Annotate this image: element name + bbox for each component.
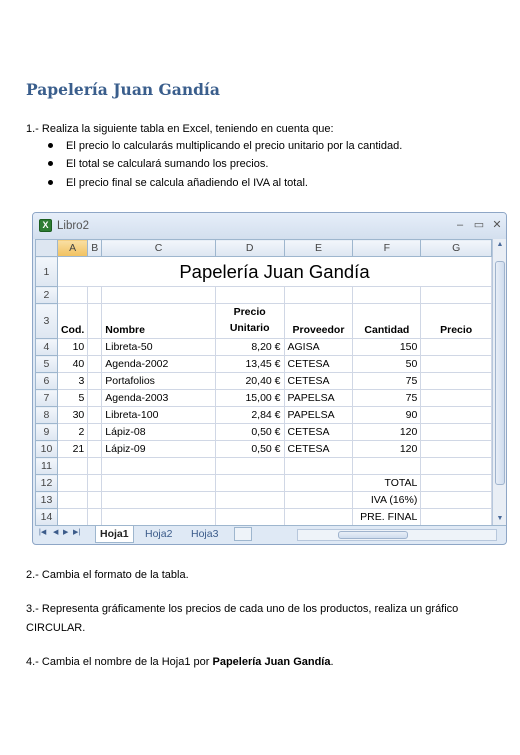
column-header[interactable]: F (353, 240, 421, 257)
window-titlebar[interactable] (33, 213, 506, 239)
excel-window (32, 212, 507, 545)
cell[interactable] (57, 458, 87, 475)
row-header[interactable]: 1 (36, 257, 58, 287)
last-sheet-icon[interactable]: ▶| (73, 529, 81, 536)
row-header[interactable]: 2 (36, 287, 58, 304)
cell[interactable] (284, 492, 353, 509)
cell[interactable] (88, 458, 102, 475)
next-sheet-icon[interactable]: ▶ (63, 529, 69, 536)
row-header[interactable]: 14 (36, 509, 58, 526)
cell-total-value[interactable] (421, 475, 492, 492)
task-4-end: . (330, 656, 334, 668)
cell-nombre[interactable]: Lápiz-09 (102, 441, 215, 458)
row-header[interactable]: 7 (36, 390, 58, 407)
tab-hoja1[interactable]: Hoja1 (95, 526, 134, 543)
cell-nombre[interactable]: Agenda-2002 (102, 356, 215, 373)
document-title: Papelería Juan Gandía (26, 80, 220, 99)
minimize-icon[interactable]: ‒ (456, 219, 464, 231)
cell[interactable] (284, 287, 353, 304)
cell-cod[interactable]: 5 (57, 390, 87, 407)
row-header[interactable]: 4 (36, 339, 58, 356)
cell-precio-unitario[interactable]: 2,84 € (215, 407, 284, 424)
header-precio-unitario[interactable] (215, 304, 284, 339)
scroll-thumb[interactable] (495, 261, 505, 485)
cell[interactable] (284, 475, 353, 492)
row-header[interactable]: 6 (36, 373, 58, 390)
cell-cantidad[interactable]: 75 (353, 390, 421, 407)
cell[interactable] (88, 287, 102, 304)
column-header[interactable]: A (57, 240, 87, 257)
cell-precio-unitario[interactable]: 13,45 € (215, 356, 284, 373)
cell[interactable] (353, 287, 421, 304)
sheet-title-cell[interactable]: Papelería Juan Gandía (57, 257, 491, 287)
first-sheet-icon[interactable]: |◀ (39, 529, 47, 536)
cell-proveedor[interactable]: PAPELSA (284, 407, 353, 424)
cell[interactable] (215, 458, 284, 475)
cell[interactable] (88, 356, 102, 373)
cell[interactable] (57, 492, 87, 509)
list-item: El total se calculará sumando los precios. (46, 155, 402, 173)
cell[interactable] (215, 475, 284, 492)
row-header[interactable]: 13 (36, 492, 58, 509)
cell[interactable] (421, 458, 492, 475)
cell-cantidad[interactable]: 150 (353, 339, 421, 356)
cell[interactable] (88, 390, 102, 407)
row-header[interactable]: 3 (36, 304, 58, 339)
header-nombre[interactable]: Nombre (102, 304, 215, 339)
cell-cod[interactable]: 21 (57, 441, 87, 458)
cell-precio[interactable] (421, 373, 492, 390)
cell[interactable] (57, 475, 87, 492)
cell[interactable] (88, 475, 102, 492)
cell[interactable] (215, 287, 284, 304)
header-precio-unitario-line1: Precio (233, 306, 266, 318)
column-header[interactable]: C (102, 240, 215, 257)
list-item: El precio lo calcularás multiplicando el precio unitario por la cantidad. (46, 137, 402, 155)
task-2: 2.- Cambia el formato de la tabla. (26, 569, 189, 581)
cell-proveedor[interactable]: CETESA (284, 373, 353, 390)
cell-precio[interactable] (421, 424, 492, 441)
excel-icon: X (39, 219, 52, 232)
column-header[interactable]: B (88, 240, 102, 257)
cell-cantidad[interactable]: 120 (353, 441, 421, 458)
cell-final-value[interactable] (421, 509, 492, 526)
cell-cantidad[interactable]: 90 (353, 407, 421, 424)
cell[interactable] (88, 373, 102, 390)
cell[interactable] (88, 407, 102, 424)
cell[interactable] (88, 304, 102, 339)
cell-cod[interactable]: 10 (57, 339, 87, 356)
close-icon[interactable]: ✕ (492, 219, 502, 231)
task-1-intro: 1.- Realiza la siguiente tabla en Excel, teniendo en cuenta que: (26, 123, 334, 135)
row-header[interactable]: 10 (36, 441, 58, 458)
cell-nombre[interactable]: Libreta-50 (102, 339, 215, 356)
row-header[interactable]: 9 (36, 424, 58, 441)
cell-cantidad[interactable]: 120 (353, 424, 421, 441)
cell-precio-unitario[interactable]: 8,20 € (215, 339, 284, 356)
cell-precio-unitario[interactable]: 20,40 € (215, 373, 284, 390)
cell[interactable] (57, 509, 87, 526)
cell[interactable] (88, 441, 102, 458)
cell-precio-unitario[interactable]: 0,50 € (215, 441, 284, 458)
sheet-tab-bar (35, 525, 506, 543)
requirements-list (46, 137, 402, 192)
cell-iva-value[interactable] (421, 492, 492, 509)
cell[interactable] (102, 509, 215, 526)
horizontal-scrollbar[interactable] (297, 529, 497, 541)
cell[interactable] (102, 458, 215, 475)
cell[interactable] (215, 509, 284, 526)
cell-precio[interactable] (421, 441, 492, 458)
cell[interactable] (57, 287, 87, 304)
vertical-scrollbar[interactable] (492, 239, 506, 525)
row-header[interactable]: 5 (36, 356, 58, 373)
cell-total-label[interactable]: TOTAL (353, 475, 421, 492)
cell[interactable] (284, 509, 353, 526)
cell-precio[interactable] (421, 407, 492, 424)
cell[interactable] (102, 287, 215, 304)
cell-iva-label[interactable]: IVA (16%) (353, 492, 421, 509)
insert-sheet-icon[interactable] (234, 527, 252, 541)
spreadsheet-grid[interactable] (35, 239, 492, 525)
cell[interactable] (88, 424, 102, 441)
window-title: Libro2 (57, 220, 89, 232)
cell-precio[interactable] (421, 339, 492, 356)
cell[interactable] (215, 492, 284, 509)
cell-nombre[interactable]: Lápiz-08 (102, 424, 215, 441)
cell[interactable] (88, 339, 102, 356)
cell[interactable] (102, 492, 215, 509)
list-item: El precio final se calcula añadiendo el IVA al total. (46, 174, 402, 192)
cell-precio-unitario[interactable]: 0,50 € (215, 424, 284, 441)
cell-final-label[interactable]: PRE. FINAL (353, 509, 421, 526)
task-4 (26, 653, 334, 672)
cell-precio[interactable] (421, 390, 492, 407)
cell-cod[interactable]: 30 (57, 407, 87, 424)
cell[interactable] (88, 492, 102, 509)
header-proveedor[interactable]: Proveedor (284, 304, 353, 339)
column-header[interactable]: E (284, 240, 353, 257)
tab-hoja3[interactable]: Hoja3 (191, 528, 219, 540)
cell-cod[interactable]: 3 (57, 373, 87, 390)
prev-sheet-icon[interactable]: ◀ (53, 529, 59, 536)
cell-proveedor[interactable]: PAPELSA (284, 390, 353, 407)
cell-proveedor[interactable]: CETESA (284, 424, 353, 441)
cell[interactable] (353, 458, 421, 475)
scroll-down-icon[interactable]: ▼ (496, 515, 504, 522)
tab-hoja2[interactable]: Hoja2 (145, 528, 173, 540)
cell[interactable] (421, 287, 492, 304)
task-3-line2: CIRCULAR. (26, 621, 86, 634)
scroll-up-icon[interactable]: ▲ (496, 241, 504, 248)
task-4-bold: Papelería Juan Gandía (212, 656, 331, 668)
cell-cantidad[interactable]: 75 (353, 373, 421, 390)
cell[interactable] (102, 475, 215, 492)
cell[interactable] (284, 458, 353, 475)
scroll-thumb[interactable] (338, 531, 408, 539)
select-all-corner[interactable] (36, 240, 58, 257)
cell-nombre[interactable]: Libreta-100 (102, 407, 215, 424)
maximize-icon[interactable]: ▭ (473, 219, 485, 231)
cell-nombre[interactable]: Portafolios (102, 373, 215, 390)
cell-cod[interactable]: 40 (57, 356, 87, 373)
cell-precio[interactable] (421, 356, 492, 373)
cell-cod[interactable]: 2 (57, 424, 87, 441)
column-header[interactable]: G (421, 240, 492, 257)
cell-proveedor[interactable]: CETESA (284, 356, 353, 373)
row-header[interactable]: 12 (36, 475, 58, 492)
cell-proveedor[interactable]: AGISA (284, 339, 353, 356)
cell-precio-unitario[interactable]: 15,00 € (215, 390, 284, 407)
cell-nombre[interactable]: Agenda-2003 (102, 390, 215, 407)
row-header[interactable]: 11 (36, 458, 58, 475)
header-cantidad[interactable]: Cantidad (353, 304, 421, 339)
task-3-line1: 3.- Representa gráficamente los precios de cada uno de los productos, realiza un gráfico (26, 603, 459, 615)
task-3 (26, 600, 458, 637)
task-4-text: 4.- Cambia el nombre de la Hoja1 por (26, 656, 213, 668)
header-precio-unitario-line2: Unitario (229, 322, 270, 334)
header-precio[interactable]: Precio (421, 304, 492, 339)
row-header[interactable]: 8 (36, 407, 58, 424)
cell-proveedor[interactable]: CETESA (284, 441, 353, 458)
header-cod[interactable]: Cod. (57, 304, 87, 339)
cell-cantidad[interactable]: 50 (353, 356, 421, 373)
cell[interactable] (88, 509, 102, 526)
column-header[interactable]: D (215, 240, 284, 257)
